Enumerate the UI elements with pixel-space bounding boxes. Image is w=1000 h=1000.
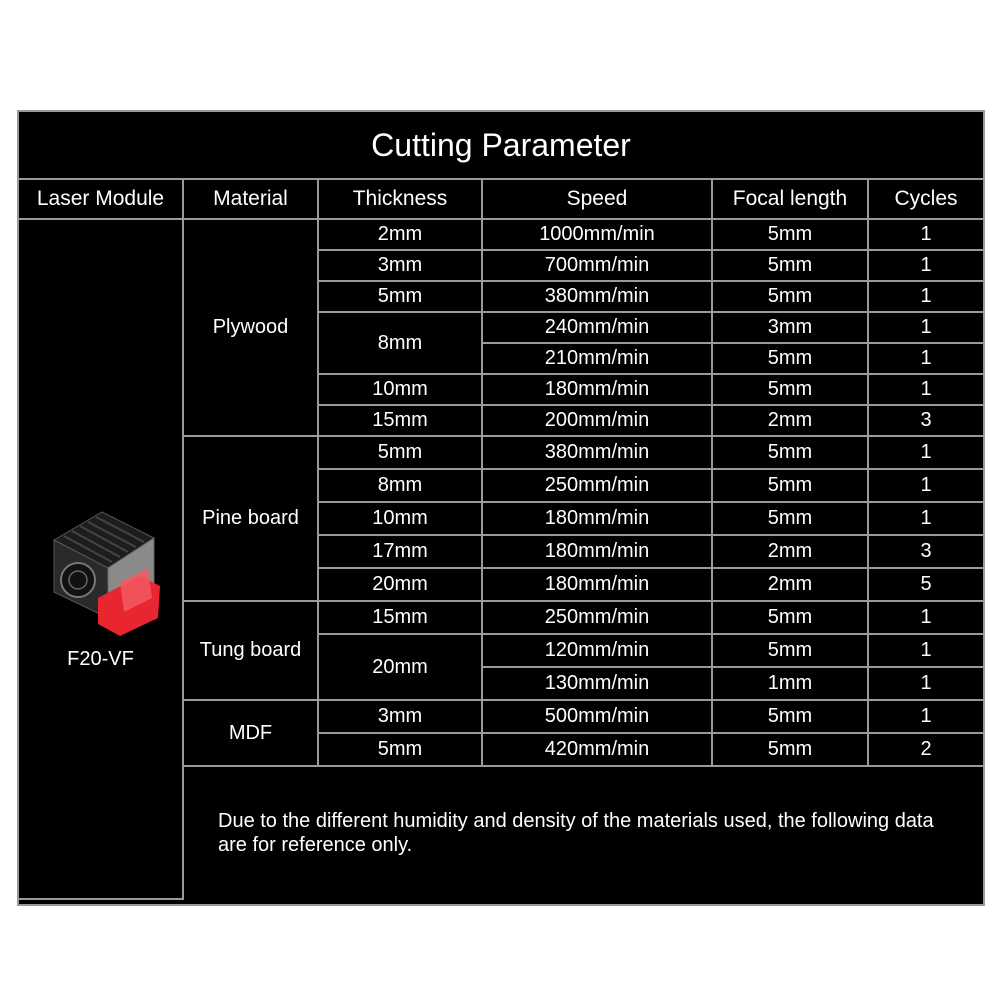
cell-cycles: 1 xyxy=(868,634,983,667)
cell-focal: 5mm xyxy=(712,502,868,535)
cell-speed: 420mm/min xyxy=(482,733,712,766)
material-mdf: MDF xyxy=(183,700,318,766)
cell-focal: 5mm xyxy=(712,219,868,250)
cell-thickness: 5mm xyxy=(318,281,482,312)
cell-speed: 200mm/min xyxy=(482,405,712,436)
cell-speed: 180mm/min xyxy=(482,374,712,405)
header-cycles: Cycles xyxy=(868,180,983,219)
cell-cycles: 1 xyxy=(868,219,983,250)
cell-thickness: 20mm xyxy=(318,634,482,700)
cell-speed: 180mm/min xyxy=(482,568,712,601)
laser-module-cell xyxy=(19,219,183,899)
cell-speed: 180mm/min xyxy=(482,535,712,568)
cell-thickness: 5mm xyxy=(318,436,482,469)
cell-focal: 5mm xyxy=(712,733,868,766)
cell-cycles: 1 xyxy=(868,436,983,469)
header-laser-module: Laser Module xyxy=(19,180,183,219)
cell-speed: 700mm/min xyxy=(482,250,712,281)
cell-focal: 5mm xyxy=(712,281,868,312)
cell-cycles: 1 xyxy=(868,601,983,634)
cell-thickness: 8mm xyxy=(318,312,482,374)
cell-thickness: 17mm xyxy=(318,535,482,568)
material-pine-board: Pine board xyxy=(183,436,318,601)
cell-thickness: 3mm xyxy=(318,700,482,733)
cell-thickness: 15mm xyxy=(318,601,482,634)
cell-cycles: 1 xyxy=(868,312,983,343)
cell-focal: 1mm xyxy=(712,667,868,700)
cell-cycles: 1 xyxy=(868,469,983,502)
cell-speed: 380mm/min xyxy=(482,436,712,469)
cell-cycles: 1 xyxy=(868,700,983,733)
cell-cycles: 1 xyxy=(868,667,983,700)
header-speed: Speed xyxy=(482,180,712,219)
cell-cycles: 5 xyxy=(868,568,983,601)
reference-note: Due to the different humidity and density of the materials used, the following data are for reference only. xyxy=(183,766,983,899)
cell-cycles: 3 xyxy=(868,535,983,568)
cell-speed: 380mm/min xyxy=(482,281,712,312)
cutting-parameter-sheet xyxy=(17,110,985,906)
cell-thickness: 2mm xyxy=(318,219,482,250)
cell-speed: 1000mm/min xyxy=(482,219,712,250)
material-plywood: Plywood xyxy=(183,219,318,436)
cell-focal: 2mm xyxy=(712,405,868,436)
table-row xyxy=(19,219,983,250)
cell-speed: 250mm/min xyxy=(482,601,712,634)
cell-thickness: 8mm xyxy=(318,469,482,502)
header-thickness: Thickness xyxy=(318,180,482,219)
parameter-table xyxy=(19,180,983,900)
cell-focal: 5mm xyxy=(712,436,868,469)
cell-cycles: 1 xyxy=(868,281,983,312)
cell-focal: 2mm xyxy=(712,568,868,601)
header-row xyxy=(19,180,983,219)
cell-focal: 5mm xyxy=(712,250,868,281)
cell-thickness: 3mm xyxy=(318,250,482,281)
cell-cycles: 2 xyxy=(868,733,983,766)
cell-cycles: 1 xyxy=(868,250,983,281)
cell-thickness: 20mm xyxy=(318,568,482,601)
cell-focal: 5mm xyxy=(712,634,868,667)
material-tung-board: Tung board xyxy=(183,601,318,700)
cell-focal: 5mm xyxy=(712,374,868,405)
cell-cycles: 1 xyxy=(868,502,983,535)
cell-thickness: 15mm xyxy=(318,405,482,436)
cell-thickness: 10mm xyxy=(318,502,482,535)
laser-module-icon xyxy=(36,498,166,638)
cell-speed: 500mm/min xyxy=(482,700,712,733)
cell-cycles: 1 xyxy=(868,374,983,405)
sheet-title: Cutting Parameter xyxy=(19,112,983,180)
cell-focal: 5mm xyxy=(712,700,868,733)
cell-focal: 3mm xyxy=(712,312,868,343)
cell-cycles: 3 xyxy=(868,405,983,436)
cell-focal: 5mm xyxy=(712,601,868,634)
cell-speed: 210mm/min xyxy=(482,343,712,374)
cell-speed: 240mm/min xyxy=(482,312,712,343)
laser-module-name: F20-VF xyxy=(67,647,134,670)
cell-speed: 180mm/min xyxy=(482,502,712,535)
cell-speed: 130mm/min xyxy=(482,667,712,700)
cell-cycles: 1 xyxy=(868,343,983,374)
cell-focal: 2mm xyxy=(712,535,868,568)
header-material: Material xyxy=(183,180,318,219)
cell-thickness: 10mm xyxy=(318,374,482,405)
cell-focal: 5mm xyxy=(712,343,868,374)
cell-thickness: 5mm xyxy=(318,733,482,766)
cell-focal: 5mm xyxy=(712,469,868,502)
header-focal-length: Focal length xyxy=(712,180,868,219)
cell-speed: 120mm/min xyxy=(482,634,712,667)
cell-speed: 250mm/min xyxy=(482,469,712,502)
